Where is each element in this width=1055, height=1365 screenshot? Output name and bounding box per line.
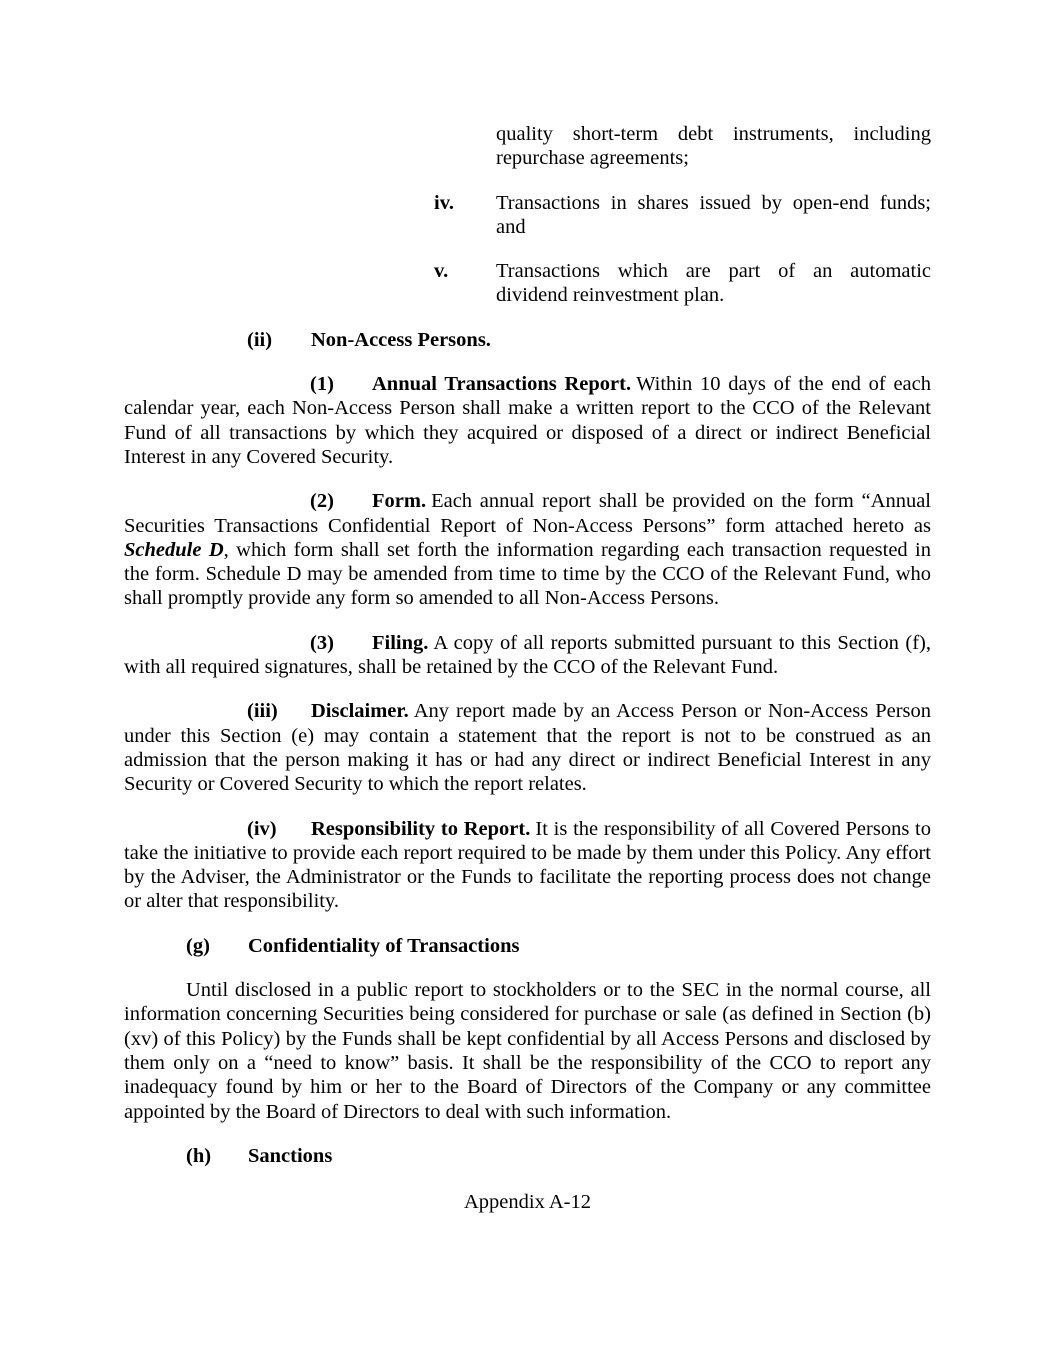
list-item-iv bbox=[124, 191, 931, 240]
section-marker: (2) bbox=[310, 490, 334, 513]
list-item-text: quality short-term debt instruments, including repurchase agreements; bbox=[496, 123, 931, 170]
section-heading: Filing. bbox=[372, 631, 429, 654]
section-marker: (h) bbox=[186, 1144, 212, 1167]
paragraph-form bbox=[124, 489, 931, 610]
paragraph-annual-transactions-report bbox=[124, 372, 931, 469]
paragraph-text: A copy of all reports submitted pursuant to this Section (f), with all required signatures, shall be retained by the CCO of the Relevant Fund. bbox=[124, 631, 931, 679]
section-marker: (g) bbox=[186, 934, 210, 957]
paragraph-responsibility-to-report bbox=[124, 817, 931, 914]
paragraph-text: It is the responsibility of all Covered Persons to take the initiative to provide each report required to be made by them under this Policy. Any effort by the Adviser, the Administrator or the Funds to facilitate the reporting process does not change or alter that responsibility. bbox=[124, 817, 932, 913]
list-item-iii-continuation bbox=[124, 122, 931, 171]
paragraph-text: , which form shall set forth the information regarding each transaction requested in the form. Schedule D may be amended from time to time by the CCO of the Relevant Fund, who shall promptly provide any form so amended to all Non-Access Persons. bbox=[124, 538, 932, 610]
paragraph-text: Until disclosed in a public report to stockholders or to the SEC in the normal course, all information concerning Securities being considered for purchase or sale (as defined in Section (b)(xv) of this Policy) by the Funds shall be kept confidential by all Access Persons and disclosed by them only on a “need to know” basis. It shall be the responsibility of the CCO to report any inadequacy found by him or her to the Board of Directors of the Company or any committee appointed by the Board of Directors to deal with such information. bbox=[124, 979, 931, 1123]
paragraph-filing bbox=[124, 631, 931, 680]
section-heading: Sanctions bbox=[248, 1144, 333, 1167]
heading-confidentiality-of-transactions bbox=[124, 934, 931, 958]
section-heading: Confidentiality of Transactions bbox=[248, 934, 520, 957]
heading-sanctions bbox=[124, 1144, 931, 1168]
section-heading: Responsibility to Report. bbox=[311, 817, 531, 840]
section-heading: Non-Access Persons. bbox=[311, 328, 491, 351]
section-marker: (iv) bbox=[247, 817, 277, 840]
list-marker: v. bbox=[434, 260, 449, 283]
paragraph-text: Any report made by an Access Person or Non-Access Person under this Section (e) may contain a statement that the report is not to be construed as an admission that the person making it has or had any direct or indirect Beneficial Interest in any Security or Covered Security to which the report relates. bbox=[124, 700, 931, 796]
section-heading: Disclaimer. bbox=[311, 700, 409, 723]
section-marker: (1) bbox=[310, 373, 334, 396]
list-item-v bbox=[124, 259, 931, 308]
section-marker: (ii) bbox=[247, 328, 273, 351]
paragraph-text: Each annual report shall be provided on the form “Annual Securities Transactions Confidential Report of Non-Access Persons” form attached hereto as bbox=[124, 490, 931, 537]
section-heading: Annual Transactions Report. bbox=[372, 373, 632, 396]
schedule-d-reference: Schedule D bbox=[124, 538, 224, 561]
section-marker: (iii) bbox=[247, 700, 278, 723]
list-item-text: Transactions which are part of an automatic dividend reinvestment plan. bbox=[496, 260, 931, 307]
heading-non-access-persons bbox=[124, 328, 931, 352]
section-marker: (3) bbox=[310, 631, 334, 654]
page-body bbox=[124, 122, 931, 1188]
paragraph-disclaimer bbox=[124, 699, 931, 796]
paragraph-text: Within 10 days of the end of each calendar year, each Non-Access Person shall make a written report to the CCO of the Relevant Fund of all transactions by which they acquired or disposed of a direct or indirect Beneficial Interest in any Covered Security. bbox=[124, 373, 931, 468]
list-item-text: Transactions in shares issued by open-end funds; and bbox=[496, 191, 931, 238]
page-footer: Appendix A-12 bbox=[464, 1191, 591, 1213]
section-heading: Form. bbox=[372, 490, 427, 513]
list-marker: iv. bbox=[434, 191, 454, 214]
paragraph-confidentiality-body bbox=[124, 978, 931, 1124]
